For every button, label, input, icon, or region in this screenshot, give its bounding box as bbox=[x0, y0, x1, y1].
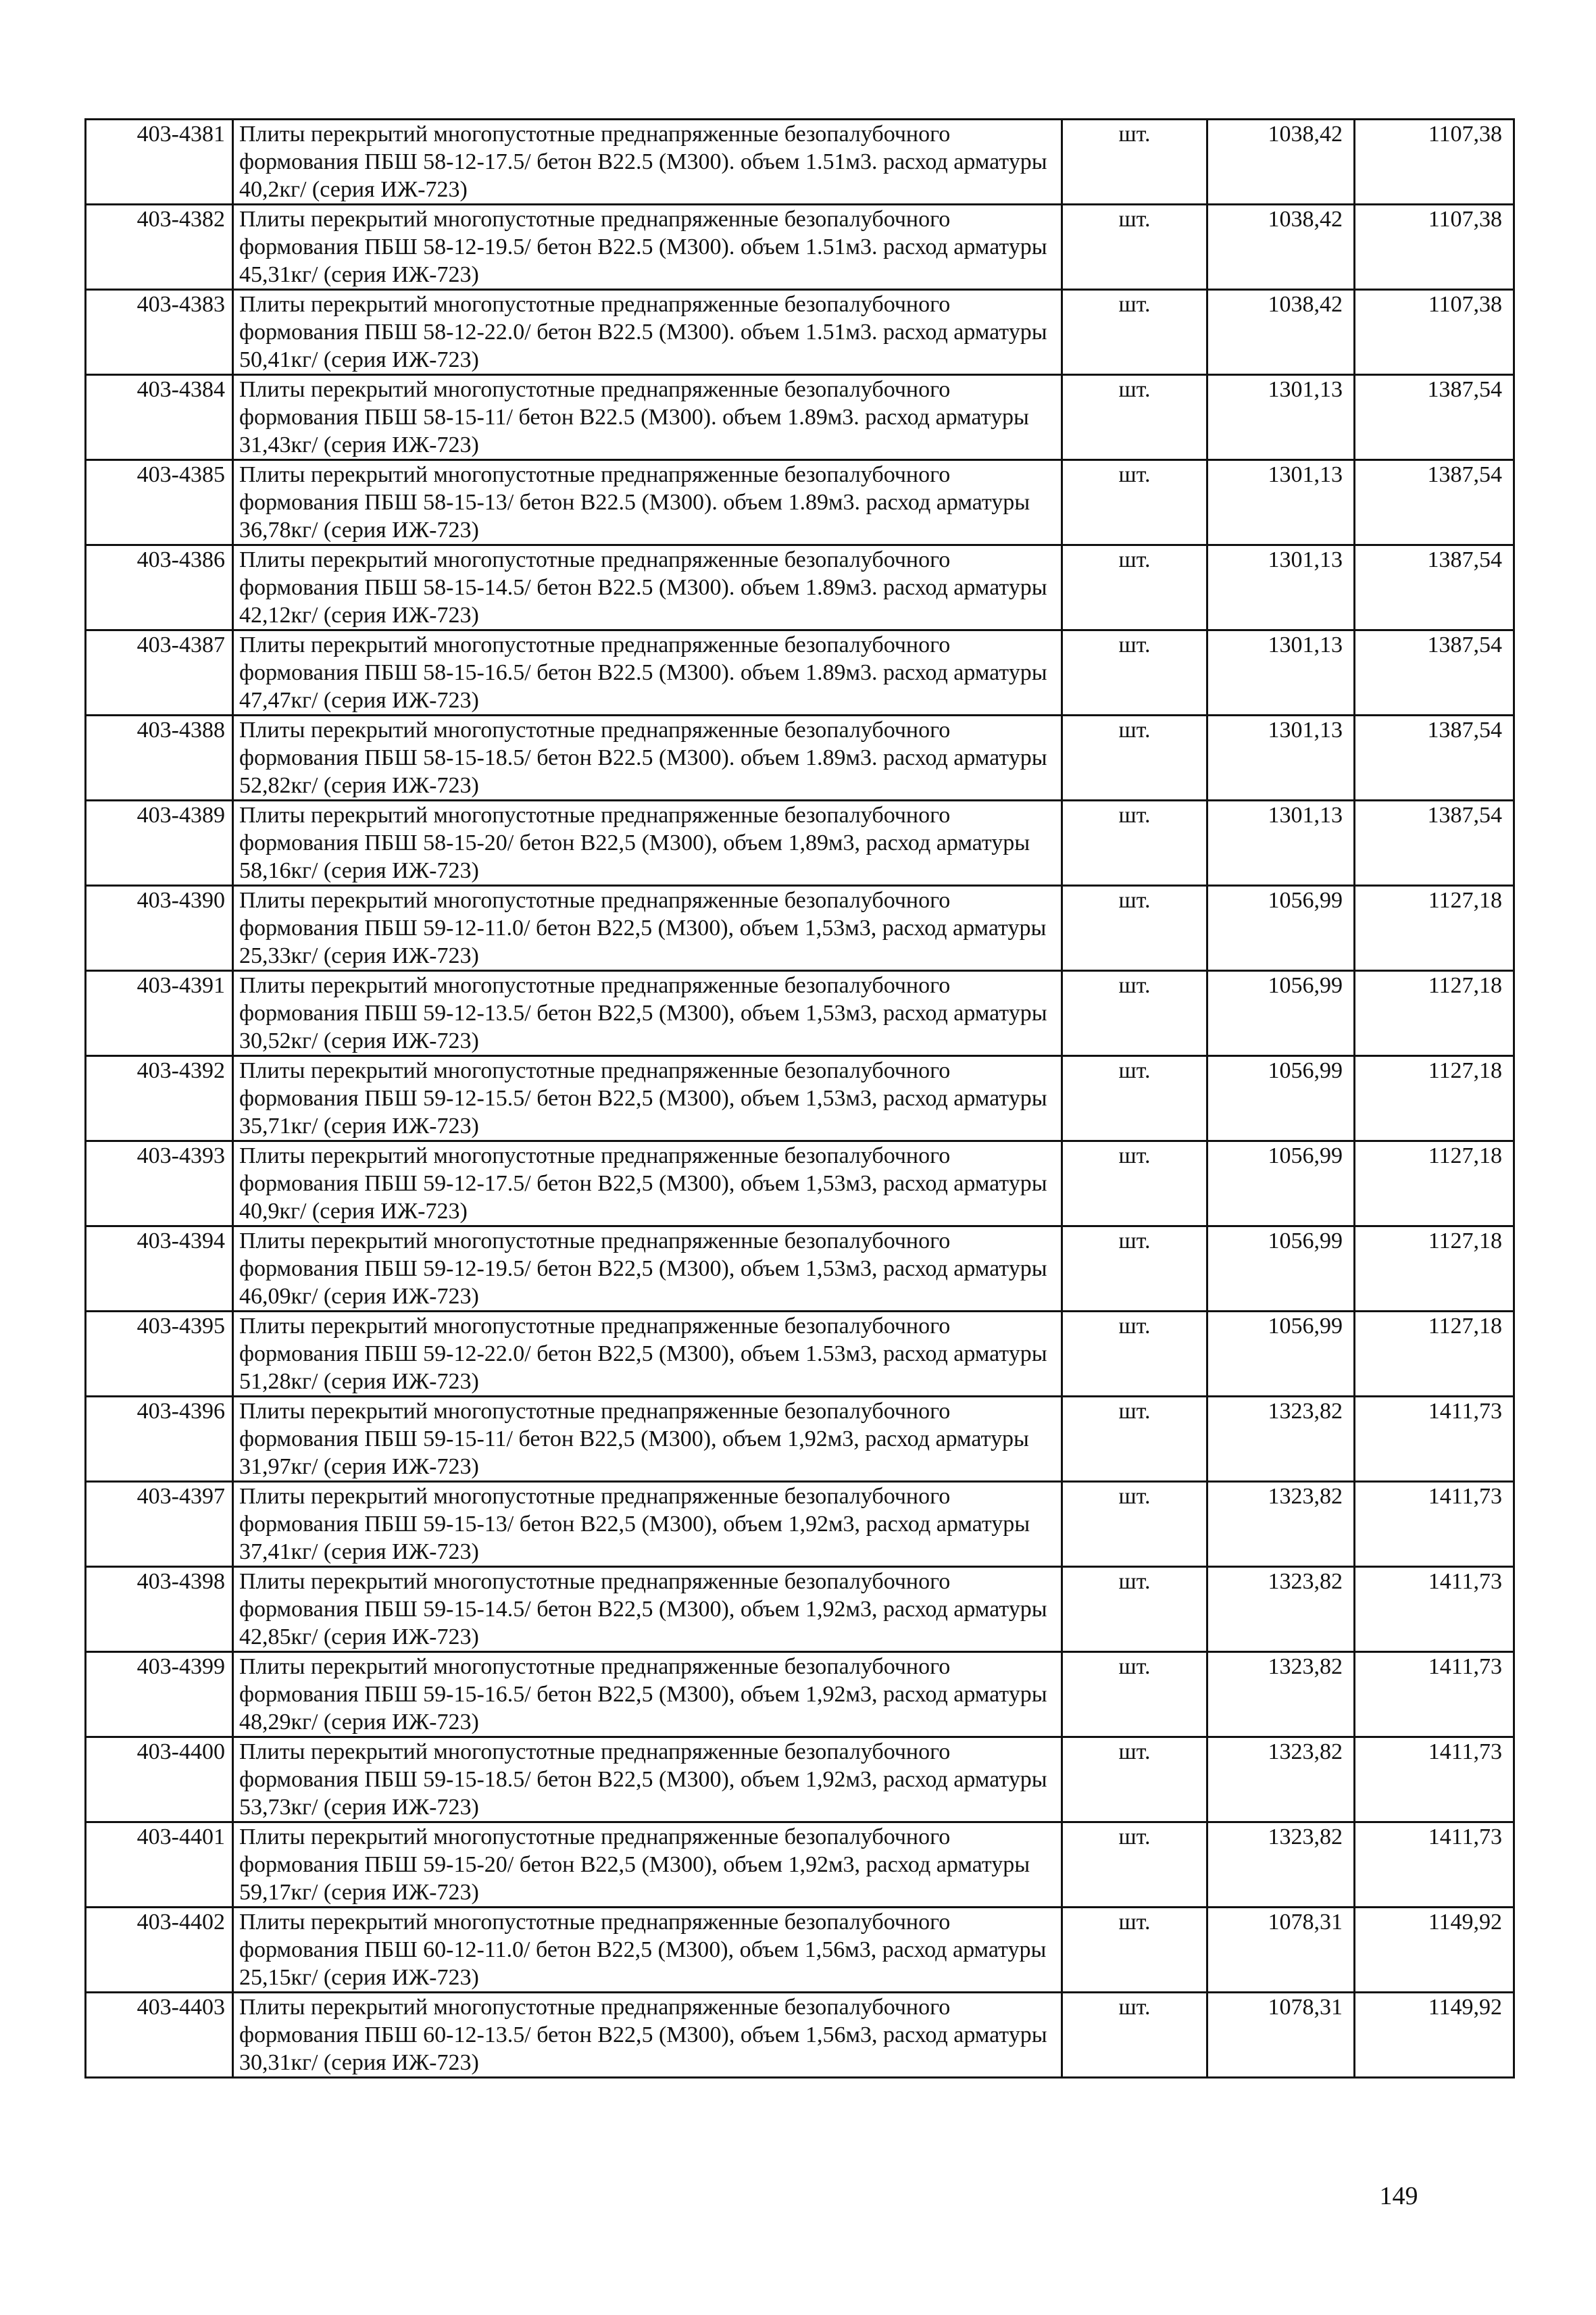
item-code: 403-4403 bbox=[86, 1993, 233, 2078]
item-price-1: 1323,82 bbox=[1207, 1737, 1355, 1822]
item-description: Плиты перекрытий многопустотные преднапряженные безопалубочного формования ПБШ 58-12-17.5/ бетон В22.5 (М300). объем 1.51м3. расход арматуры 40,2кг/ (серия ИЖ-723) bbox=[233, 120, 1062, 205]
table-row bbox=[86, 971, 1514, 1056]
table-row bbox=[86, 1312, 1514, 1397]
item-price-1: 1056,99 bbox=[1207, 1056, 1355, 1141]
item-unit: шт. bbox=[1062, 1397, 1207, 1482]
item-description: Плиты перекрытий многопустотные преднапряженные безопалубочного формования ПБШ 59-15-11/ бетон В22,5 (М300), объем 1,92м3, расход арматуры 31,97кг/ (серия ИЖ-723) bbox=[233, 1397, 1062, 1482]
table-row bbox=[86, 630, 1514, 716]
item-price-2: 1127,18 bbox=[1355, 1312, 1514, 1397]
table-row bbox=[86, 1822, 1514, 1908]
item-price-2: 1387,54 bbox=[1355, 716, 1514, 801]
item-description: Плиты перекрытий многопустотные преднапряженные безопалубочного формования ПБШ 59-12-13.5/ бетон В22,5 (М300), объем 1,53м3, расход арматуры 30,52кг/ (серия ИЖ-723) bbox=[233, 971, 1062, 1056]
item-code: 403-4391 bbox=[86, 971, 233, 1056]
item-price-1: 1078,31 bbox=[1207, 1993, 1355, 2078]
item-unit: шт. bbox=[1062, 120, 1207, 205]
item-price-2: 1127,18 bbox=[1355, 971, 1514, 1056]
item-unit: шт. bbox=[1062, 205, 1207, 290]
item-price-2: 1387,54 bbox=[1355, 460, 1514, 545]
item-price-2: 1387,54 bbox=[1355, 545, 1514, 630]
item-unit: шт. bbox=[1062, 1652, 1207, 1737]
item-description: Плиты перекрытий многопустотные преднапряженные безопалубочного формования ПБШ 60-12-11.0/ бетон В22,5 (М300), объем 1,56м3, расход арматуры 25,15кг/ (серия ИЖ-723) bbox=[233, 1908, 1062, 1993]
item-description: Плиты перекрытий многопустотные преднапряженные безопалубочного формования ПБШ 59-12-19.5/ бетон В22,5 (М300), объем 1,53м3, расход арматуры 46,09кг/ (серия ИЖ-723) bbox=[233, 1226, 1062, 1312]
item-price-1: 1323,82 bbox=[1207, 1652, 1355, 1737]
item-price-2: 1411,73 bbox=[1355, 1822, 1514, 1908]
item-unit: шт. bbox=[1062, 1822, 1207, 1908]
table-row bbox=[86, 1482, 1514, 1567]
item-code: 403-4388 bbox=[86, 716, 233, 801]
item-price-1: 1056,99 bbox=[1207, 886, 1355, 971]
item-code: 403-4381 bbox=[86, 120, 233, 205]
item-description: Плиты перекрытий многопустотные преднапряженные безопалубочного формования ПБШ 59-15-20/ бетон В22,5 (М300), объем 1,92м3, расход арматуры 59,17кг/ (серия ИЖ-723) bbox=[233, 1822, 1062, 1908]
item-price-1: 1056,99 bbox=[1207, 1312, 1355, 1397]
table-row bbox=[86, 716, 1514, 801]
item-price-2: 1411,73 bbox=[1355, 1737, 1514, 1822]
item-description: Плиты перекрытий многопустотные преднапряженные безопалубочного формования ПБШ 58-12-22.0/ бетон В22.5 (М300). объем 1.51м3. расход арматуры 50,41кг/ (серия ИЖ-723) bbox=[233, 290, 1062, 375]
item-price-2: 1411,73 bbox=[1355, 1652, 1514, 1737]
table-row bbox=[86, 1567, 1514, 1652]
table-row bbox=[86, 460, 1514, 545]
item-unit: шт. bbox=[1062, 1226, 1207, 1312]
table-row bbox=[86, 1652, 1514, 1737]
item-description: Плиты перекрытий многопустотные преднапряженные безопалубочного формования ПБШ 58-15-20/ бетон В22,5 (М300), объем 1,89м3, расход арматуры 58,16кг/ (серия ИЖ-723) bbox=[233, 801, 1062, 886]
item-description: Плиты перекрытий многопустотные преднапряженные безопалубочного формования ПБШ 59-15-14.5/ бетон В22,5 (М300), объем 1,92м3, расход арматуры 42,85кг/ (серия ИЖ-723) bbox=[233, 1567, 1062, 1652]
item-unit: шт. bbox=[1062, 375, 1207, 460]
item-price-1: 1056,99 bbox=[1207, 1141, 1355, 1226]
item-price-2: 1127,18 bbox=[1355, 1226, 1514, 1312]
item-code: 403-4402 bbox=[86, 1908, 233, 1993]
table-row bbox=[86, 290, 1514, 375]
item-price-1: 1078,31 bbox=[1207, 1908, 1355, 1993]
item-description: Плиты перекрытий многопустотные преднапряженные безопалубочного формования ПБШ 59-12-15.5/ бетон В22,5 (М300), объем 1,53м3, расход арматуры 35,71кг/ (серия ИЖ-723) bbox=[233, 1056, 1062, 1141]
item-price-2: 1411,73 bbox=[1355, 1482, 1514, 1567]
item-price-1: 1301,13 bbox=[1207, 630, 1355, 716]
table-row bbox=[86, 1908, 1514, 1993]
item-price-2: 1149,92 bbox=[1355, 1908, 1514, 1993]
item-code: 403-4390 bbox=[86, 886, 233, 971]
page-number: 149 bbox=[1379, 2182, 1418, 2210]
item-price-1: 1301,13 bbox=[1207, 716, 1355, 801]
item-price-2: 1387,54 bbox=[1355, 801, 1514, 886]
item-description: Плиты перекрытий многопустотные преднапряженные безопалубочного формования ПБШ 58-15-18.5/ бетон В22.5 (М300). объем 1.89м3. расход арматуры 52,82кг/ (серия ИЖ-723) bbox=[233, 716, 1062, 801]
item-price-1: 1301,13 bbox=[1207, 545, 1355, 630]
item-unit: шт. bbox=[1062, 1141, 1207, 1226]
item-code: 403-4385 bbox=[86, 460, 233, 545]
item-code: 403-4393 bbox=[86, 1141, 233, 1226]
item-unit: шт. bbox=[1062, 716, 1207, 801]
item-price-1: 1038,42 bbox=[1207, 290, 1355, 375]
item-unit: шт. bbox=[1062, 1056, 1207, 1141]
table-row bbox=[86, 545, 1514, 630]
item-description: Плиты перекрытий многопустотные преднапряженные безопалубочного формования ПБШ 58-15-13/ бетон В22.5 (М300). объем 1.89м3. расход арматуры 36,78кг/ (серия ИЖ-723) bbox=[233, 460, 1062, 545]
item-unit: шт. bbox=[1062, 460, 1207, 545]
item-unit: шт. bbox=[1062, 1482, 1207, 1567]
item-code: 403-4387 bbox=[86, 630, 233, 716]
item-price-2: 1107,38 bbox=[1355, 205, 1514, 290]
item-price-2: 1127,18 bbox=[1355, 1056, 1514, 1141]
table-row bbox=[86, 1056, 1514, 1141]
item-unit: шт. bbox=[1062, 801, 1207, 886]
item-description: Плиты перекрытий многопустотные преднапряженные безопалубочного формования ПБШ 59-12-22.0/ бетон В22,5 (М300), объем 1.53м3, расход арматуры 51,28кг/ (серия ИЖ-723) bbox=[233, 1312, 1062, 1397]
item-code: 403-4399 bbox=[86, 1652, 233, 1737]
item-description: Плиты перекрытий многопустотные преднапряженные безопалубочного формования ПБШ 58-15-14.5/ бетон В22.5 (М300). объем 1.89м3. расход арматуры 42,12кг/ (серия ИЖ-723) bbox=[233, 545, 1062, 630]
item-price-2: 1411,73 bbox=[1355, 1567, 1514, 1652]
item-unit: шт. bbox=[1062, 1312, 1207, 1397]
item-code: 403-4386 bbox=[86, 545, 233, 630]
item-code: 403-4395 bbox=[86, 1312, 233, 1397]
item-code: 403-4392 bbox=[86, 1056, 233, 1141]
table-row bbox=[86, 375, 1514, 460]
item-price-1: 1323,82 bbox=[1207, 1397, 1355, 1482]
item-description: Плиты перекрытий многопустотные преднапряженные безопалубочного формования ПБШ 60-12-13.5/ бетон В22,5 (М300), объем 1,56м3, расход арматуры 30,31кг/ (серия ИЖ-723) bbox=[233, 1993, 1062, 2078]
table-row bbox=[86, 801, 1514, 886]
item-code: 403-4394 bbox=[86, 1226, 233, 1312]
item-code: 403-4383 bbox=[86, 290, 233, 375]
item-code: 403-4389 bbox=[86, 801, 233, 886]
table-row bbox=[86, 1226, 1514, 1312]
item-price-1: 1323,82 bbox=[1207, 1822, 1355, 1908]
item-code: 403-4401 bbox=[86, 1822, 233, 1908]
price-table-body bbox=[86, 120, 1514, 2078]
item-price-1: 1301,13 bbox=[1207, 375, 1355, 460]
item-price-2: 1411,73 bbox=[1355, 1397, 1514, 1482]
item-code: 403-4382 bbox=[86, 205, 233, 290]
item-unit: шт. bbox=[1062, 630, 1207, 716]
table-row bbox=[86, 1737, 1514, 1822]
item-description: Плиты перекрытий многопустотные преднапряженные безопалубочного формования ПБШ 59-12-11.0/ бетон В22,5 (М300), объем 1,53м3, расход арматуры 25,33кг/ (серия ИЖ-723) bbox=[233, 886, 1062, 971]
item-price-1: 1056,99 bbox=[1207, 971, 1355, 1056]
item-unit: шт. bbox=[1062, 1993, 1207, 2078]
table-row bbox=[86, 1993, 1514, 2078]
item-description: Плиты перекрытий многопустотные преднапряженные безопалубочного формования ПБШ 59-15-18.5/ бетон В22,5 (М300), объем 1,92м3, расход арматуры 53,73кг/ (серия ИЖ-723) bbox=[233, 1737, 1062, 1822]
item-unit: шт. bbox=[1062, 1567, 1207, 1652]
table-row bbox=[86, 205, 1514, 290]
item-code: 403-4398 bbox=[86, 1567, 233, 1652]
item-price-2: 1127,18 bbox=[1355, 886, 1514, 971]
table-row bbox=[86, 120, 1514, 205]
item-code: 403-4400 bbox=[86, 1737, 233, 1822]
item-price-1: 1323,82 bbox=[1207, 1567, 1355, 1652]
item-code: 403-4397 bbox=[86, 1482, 233, 1567]
table-row bbox=[86, 1141, 1514, 1226]
item-description: Плиты перекрытий многопустотные преднапряженные безопалубочного формования ПБШ 58-12-19.5/ бетон В22.5 (М300). объем 1.51м3. расход арматуры 45,31кг/ (серия ИЖ-723) bbox=[233, 205, 1062, 290]
item-price-2: 1149,92 bbox=[1355, 1993, 1514, 2078]
item-price-2: 1387,54 bbox=[1355, 630, 1514, 716]
table-row bbox=[86, 1397, 1514, 1482]
item-price-1: 1038,42 bbox=[1207, 205, 1355, 290]
item-unit: шт. bbox=[1062, 886, 1207, 971]
item-price-2: 1107,38 bbox=[1355, 120, 1514, 205]
item-price-2: 1127,18 bbox=[1355, 1141, 1514, 1226]
item-description: Плиты перекрытий многопустотные преднапряженные безопалубочного формования ПБШ 58-15-16.5/ бетон В22.5 (М300). объем 1.89м3. расход арматуры 47,47кг/ (серия ИЖ-723) bbox=[233, 630, 1062, 716]
item-unit: шт. bbox=[1062, 1737, 1207, 1822]
item-price-1: 1323,82 bbox=[1207, 1482, 1355, 1567]
item-description: Плиты перекрытий многопустотные преднапряженные безопалубочного формования ПБШ 58-15-11/ бетон В22.5 (М300). объем 1.89м3. расход арматуры 31,43кг/ (серия ИЖ-723) bbox=[233, 375, 1062, 460]
item-description: Плиты перекрытий многопустотные преднапряженные безопалубочного формования ПБШ 59-15-13/ бетон В22,5 (М300), объем 1,92м3, расход арматуры 37,41кг/ (серия ИЖ-723) bbox=[233, 1482, 1062, 1567]
item-unit: шт. bbox=[1062, 545, 1207, 630]
table-row bbox=[86, 886, 1514, 971]
item-price-2: 1107,38 bbox=[1355, 290, 1514, 375]
item-description: Плиты перекрытий многопустотные преднапряженные безопалубочного формования ПБШ 59-12-17.5/ бетон В22,5 (М300), объем 1,53м3, расход арматуры 40,9кг/ (серия ИЖ-723) bbox=[233, 1141, 1062, 1226]
item-price-1: 1038,42 bbox=[1207, 120, 1355, 205]
item-unit: шт. bbox=[1062, 971, 1207, 1056]
item-price-1: 1301,13 bbox=[1207, 460, 1355, 545]
item-price-2: 1387,54 bbox=[1355, 375, 1514, 460]
item-price-1: 1301,13 bbox=[1207, 801, 1355, 886]
item-unit: шт. bbox=[1062, 1908, 1207, 1993]
item-unit: шт. bbox=[1062, 290, 1207, 375]
item-code: 403-4396 bbox=[86, 1397, 233, 1482]
item-code: 403-4384 bbox=[86, 375, 233, 460]
item-description: Плиты перекрытий многопустотные преднапряженные безопалубочного формования ПБШ 59-15-16.5/ бетон В22,5 (М300), объем 1,92м3, расход арматуры 48,29кг/ (серия ИЖ-723) bbox=[233, 1652, 1062, 1737]
price-table bbox=[84, 118, 1515, 2078]
item-price-1: 1056,99 bbox=[1207, 1226, 1355, 1312]
